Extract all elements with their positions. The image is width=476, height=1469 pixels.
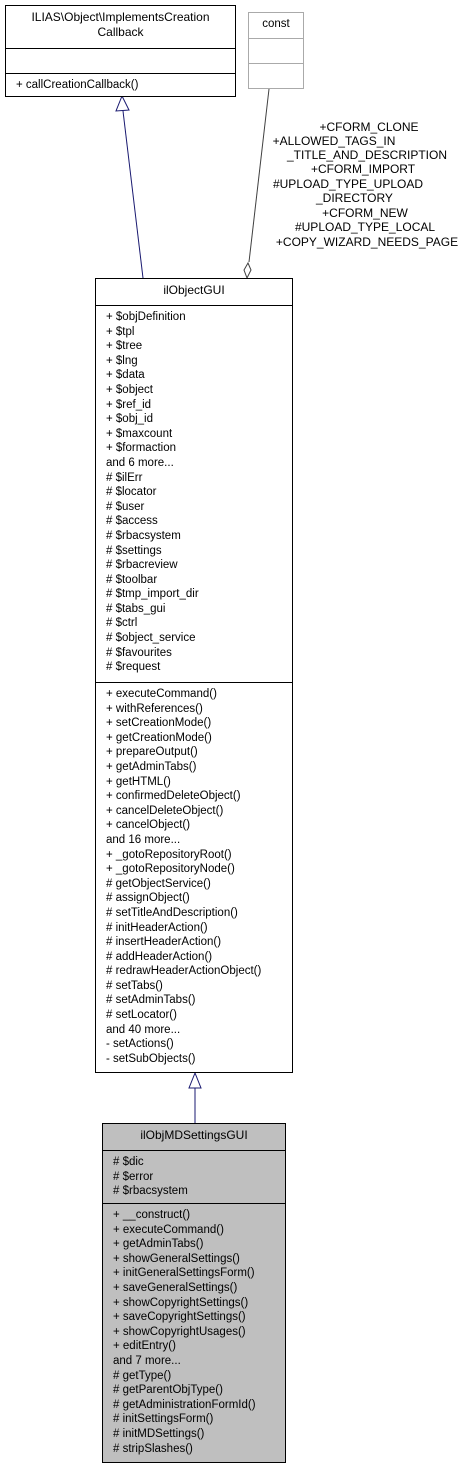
object-gui-method: # initHeaderAction(): [106, 921, 208, 934]
object-gui-method: # setTitleAndDescription(): [106, 906, 238, 919]
object-gui-class-title: ilObjectGUI: [163, 283, 225, 297]
edge-label-copy-wizard: +COPY_WIZARD_NEEDS_PAGE: [275, 235, 459, 249]
object-gui-attribute: + $objDefinition: [106, 311, 186, 323]
object-gui-attribute: + $data: [106, 369, 145, 382]
object-gui-attributes-section: [96, 305, 292, 682]
callback-attributes-section: [6, 48, 235, 73]
object-gui-attribute: # $request: [106, 661, 161, 674]
edge-label-upload-type-upload: #UPLOAD_TYPE_UPLOAD: [272, 177, 424, 191]
md-settings-gui-method: # initMDSettings(): [113, 1427, 205, 1440]
object-gui-method: + _gotoRepositoryNode(): [106, 863, 235, 876]
md-settings-gui-method: + showCopyrightSettings(): [113, 1296, 249, 1309]
object-gui-class-box: [95, 278, 293, 1073]
md-settings-gui-method: + initGeneralSettingsForm(): [113, 1267, 255, 1280]
md-settings-gui-method: + editEntry(): [113, 1340, 176, 1353]
const-class-box: [248, 12, 304, 89]
md-settings-gui-method: + executeCommand(): [113, 1223, 224, 1236]
edge-label-cform-new: +CFORM_NEW: [322, 206, 408, 220]
object-gui-attribute: + $lng: [106, 354, 138, 367]
md-settings-gui-method: # stripSlashes(): [113, 1442, 193, 1455]
md-settings-gui-attributes-section: [103, 1150, 285, 1203]
md-settings-gui-method: # getAdministrationFormId(): [113, 1398, 256, 1411]
object-gui-attribute: # $locator: [106, 486, 157, 499]
object-gui-attribute: and 6 more...: [106, 456, 174, 469]
md-settings-gui-method: + showCopyrightUsages(): [113, 1325, 246, 1338]
object-gui-method: + prepareOutput(): [106, 746, 198, 759]
edge-label-upload-type-local: #UPLOAD_TYPE_LOCAL: [294, 220, 436, 234]
object-gui-attribute: # $object_service: [106, 632, 196, 645]
object-gui-method: and 40 more...: [106, 1023, 181, 1036]
inherit-arrowhead-md: [189, 1073, 201, 1088]
object-gui-method: + _gotoRepositoryRoot(): [106, 848, 232, 861]
md-settings-gui-method: + showGeneralSettings(): [113, 1252, 240, 1265]
object-gui-attribute: + $ref_id: [106, 398, 152, 411]
object-gui-method: - setSubObjects(): [106, 1052, 196, 1065]
const-methods-section: [249, 63, 303, 88]
object-gui-method: # addHeaderAction(): [106, 950, 213, 963]
const-class-title: const: [262, 18, 290, 30]
md-settings-gui-methods-section: [103, 1203, 285, 1460]
object-gui-methods-section: [96, 682, 292, 1070]
object-gui-attribute: + $tpl: [106, 325, 135, 338]
callback-class-title: ILIAS\Object\ImplementsCreation Callback: [31, 10, 210, 39]
object-gui-method: # redrawHeaderActionObject(): [106, 965, 262, 978]
object-gui-method: # setAdminTabs(): [106, 994, 196, 1007]
md-settings-gui-class-title: ilObjMDSettingsGUI: [140, 1128, 248, 1142]
inherit-edge-callback: [123, 111, 143, 278]
object-gui-attribute: # $rbacreview: [106, 559, 178, 572]
edge-label-allowed-tags: +ALLOWED_TAGS_IN: [272, 134, 396, 148]
object-gui-method: # getObjectService(): [106, 877, 211, 890]
edge-label-cform-clone: +CFORM_CLONE: [319, 120, 419, 134]
object-gui-attribute: # $ctrl: [106, 617, 138, 630]
object-gui-method: + setCreationMode(): [106, 717, 212, 730]
object-gui-attribute: + $tree: [106, 340, 143, 353]
object-gui-method: + cancelObject(): [106, 819, 191, 832]
md-settings-gui-attribute: # $rbacsystem: [113, 1185, 188, 1198]
object-gui-attribute: # $tmp_import_dir: [106, 588, 199, 601]
object-gui-attribute: + $object: [106, 383, 153, 396]
md-settings-gui-method: # initSettingsForm(): [113, 1413, 214, 1426]
md-settings-gui-class-box: [102, 1123, 286, 1463]
object-gui-method: + getHTML(): [106, 775, 171, 788]
object-gui-method: + confirmedDeleteObject(): [106, 790, 241, 803]
md-settings-gui-method: # getType(): [113, 1369, 172, 1382]
object-gui-attribute: # $access: [106, 515, 158, 528]
object-gui-attribute: # $favourites: [106, 646, 172, 659]
object-gui-method: # setLocator(): [106, 1009, 177, 1022]
edge-label-cform-import: +CFORM_IMPORT: [310, 162, 416, 176]
object-gui-method: - setActions(): [106, 1038, 174, 1051]
md-settings-gui-method: + getAdminTabs(): [113, 1238, 204, 1251]
object-gui-attribute: # $settings: [106, 544, 162, 557]
object-gui-method: and 16 more...: [106, 833, 181, 846]
object-gui-method: + getAdminTabs(): [106, 760, 197, 773]
md-settings-gui-method: + __construct(): [113, 1209, 191, 1221]
callback-class-box: [5, 5, 236, 97]
object-gui-attribute: # $ilErr: [106, 471, 143, 484]
md-settings-gui-method: + saveCopyrightSettings(): [113, 1311, 246, 1324]
object-gui-method: # assignObject(): [106, 892, 190, 905]
md-settings-gui-method: + saveGeneralSettings(): [113, 1281, 238, 1294]
object-gui-method: + cancelDeleteObject(): [106, 804, 224, 817]
md-settings-gui-attribute: # $error: [113, 1170, 154, 1183]
md-settings-gui-method: # getParentObjType(): [113, 1384, 223, 1397]
object-gui-method: + executeCommand(): [106, 688, 217, 700]
md-settings-gui-attribute: # $dic: [113, 1156, 144, 1168]
inherit-arrowhead-callback: [116, 96, 129, 111]
object-gui-method: # insertHeaderAction(): [106, 936, 222, 949]
object-gui-attribute: + $formaction: [106, 442, 176, 455]
callback-method-0: + callCreationCallback(): [16, 79, 139, 91]
object-gui-method: # setTabs(): [106, 979, 163, 992]
object-gui-attribute: + $obj_id: [106, 413, 153, 426]
object-gui-attribute: # $toolbar: [106, 573, 158, 586]
object-gui-attribute: # $user: [106, 500, 145, 513]
object-gui-attribute: # $rbacsystem: [106, 529, 181, 542]
object-gui-method: + getCreationMode(): [106, 731, 212, 744]
callback-methods-section: [6, 73, 235, 97]
const-diamond: [244, 263, 251, 278]
edge-label-title-and-description: _TITLE_AND_DESCRIPTION: [286, 148, 448, 162]
object-gui-method: + withReferences(): [106, 702, 203, 715]
const-attributes-section: [249, 38, 303, 63]
object-gui-attribute: + $maxcount: [106, 427, 173, 440]
md-settings-gui-method: and 7 more...: [113, 1354, 181, 1367]
edge-label-directory: _DIRECTORY: [316, 191, 393, 205]
object-gui-attribute: # $tabs_gui: [106, 602, 166, 615]
